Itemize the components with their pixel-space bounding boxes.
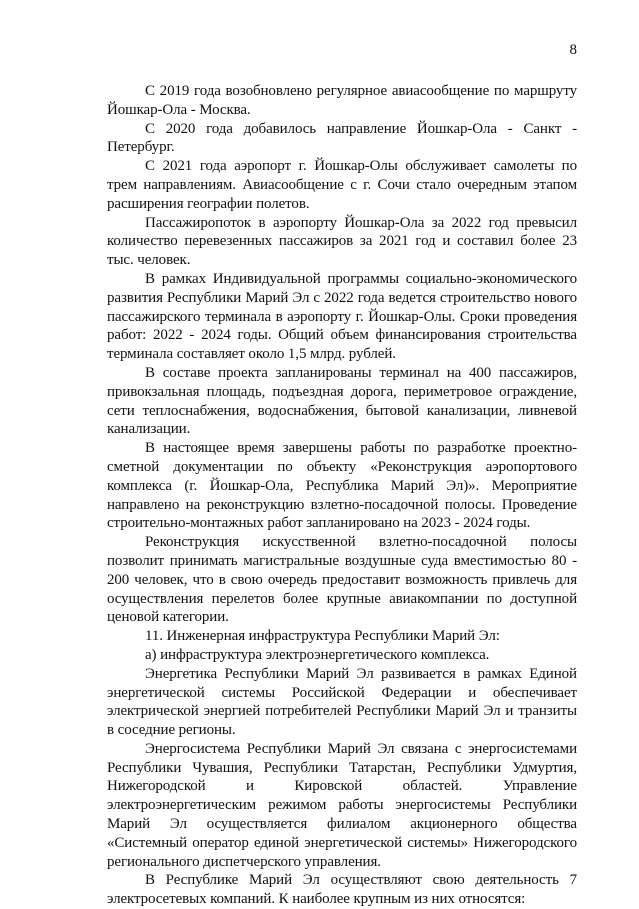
paragraph: В составе проекта запланированы терминал на 400 пассажиров, привокзальная площадь, подъездная дорога, периметровое ограждение, сети теплоснабжения, водоснабжения, бытовой канализации, ливневой канализации. [107, 364, 577, 438]
paragraph: Энергосистема Республики Марий Эл связана с энергосистемами Республики Чувашия, Республики Татарстан, Республики Удмуртия, Нижегородской и Кировской областей. Управление электроэнергетическим режимом работы энергосистемы Республики Марий Эл осуществляется филиалом акционерного общества «Системный оператор единой энергетической системы» Нижегородского регионального диспетчерского управления. [107, 740, 577, 870]
section-heading: 11. Инженерная инфраструктура Республики Марий Эл: [145, 628, 500, 645]
paragraph: С 2020 года добавилось направление Йошкар-Ола - Санкт - Петербург. [107, 120, 577, 156]
paragraph: Пассажиропоток в аэропорту Йошкар-Ола за 2022 год превысил количество перевезенных пассажиров за 2021 год и составил более 23 тыс. человек. [107, 214, 577, 269]
document-body [107, 82, 577, 909]
paragraph: С 2021 года аэропорт г. Йошкар-Олы обслуживает самолеты по трем направлениям. Авиасообщение с г. Сочи стало очередным этапом расширения географии полетов. [107, 158, 577, 212]
paragraph: В Республике Марий Эл осуществляют свою деятельность 7 электросетевых компаний. К наиболее крупным из них относятся: [107, 872, 577, 908]
page-number: 8 [569, 42, 577, 58]
paragraph: В рамках Индивидуальной программы социально-экономического развития Республики Марий Эл с 2022 года ведется строительство нового пассажирского терминала в аэропорту г. Йошкар-Олы. Сроки проведения работ: 2022 - 2024 годы. Общий объем финансирования строительства терминала составляет около 1,5 млрд. рублей. [107, 270, 577, 363]
paragraph: Реконструкция искусственной взлетно-посадочной полосы позволит принимать магистральные воздушные суда вместимостью 80 - 200 человек, что в свою очередь предоставит возможность привлечь для осуществления перелетов более крупные авиакомпании по доступной ценовой категории. [107, 534, 577, 626]
subsection-heading: а) инфраструктура электроэнергетического комплекса. [145, 646, 490, 663]
paragraph: В настоящее время завершены работы по разработке проектно-сметной документации по объекту «Реконструкция аэропортового комплекса (г. Йошкар-Ола, Республика Марий Эл)». Мероприятие направлено на реконструкцию взлетно-посадочной полосы. Проведение строительно-монтажных работ запланировано на 2023 - 2024 годы. [107, 440, 577, 532]
paragraph: С 2019 года возобновлено регулярное авиасообщение по маршруту Йошкар-Ола - Москва. [107, 83, 577, 118]
paragraph: Энергетика Республики Марий Эл развивается в рамках Единой энергетической системы Российской Федерации и обеспечивает электрической энергией потребителей Республики Марий Эл и транзиты в соседние регионы. [107, 665, 577, 739]
